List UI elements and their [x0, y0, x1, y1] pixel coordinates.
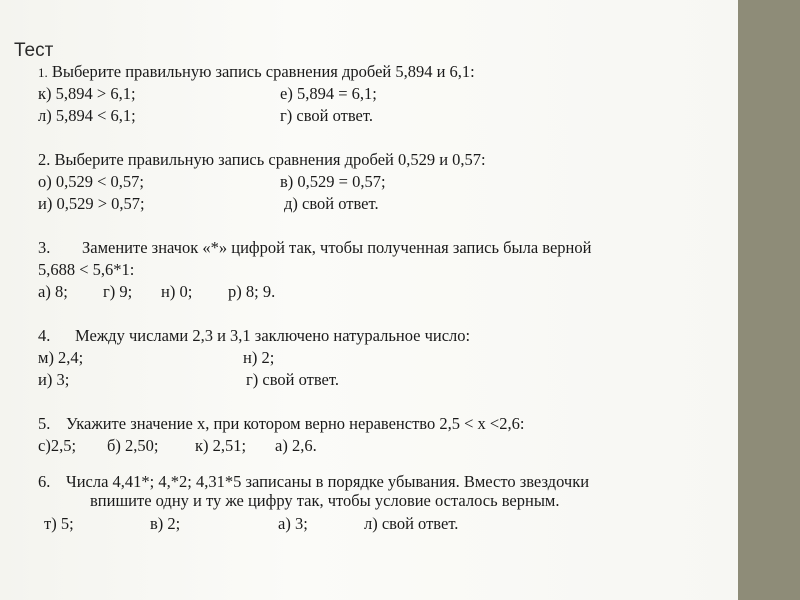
- question-2-text: 2. Выберите правильную запись сравнения дробей 0,529 и 0,57:: [38, 150, 486, 169]
- option-n-q4: н) 2;: [243, 348, 275, 367]
- question-5-number: 5.: [38, 414, 51, 433]
- option-r-q3: р) 8; 9.: [228, 282, 276, 301]
- page-title: Тест: [14, 40, 54, 61]
- option-k-q5: к) 2,51;: [195, 436, 247, 455]
- question-3-expression: 5,688 < 5,6*1:: [38, 260, 135, 279]
- option-a-q6: а) 3;: [278, 514, 308, 533]
- option-a-q3: а) 8;: [38, 282, 68, 301]
- option-t-q6: т) 5;: [44, 514, 74, 533]
- option-b-q5: б) 2,50;: [107, 436, 159, 455]
- question-1-text: Выберите правильную запись сравнения дробей 5,894 и 6,1:: [51, 62, 475, 81]
- option-i-q4: и) 3;: [38, 370, 70, 389]
- option-m-q4: м) 2,4;: [38, 348, 84, 367]
- question-6-number: 6.: [38, 472, 51, 491]
- option-i-q2: и) 0,529 > 0,57;: [38, 194, 145, 213]
- option-s-q5: с)2,5;: [38, 436, 77, 455]
- question-4-text: Между числами 2,3 и 3,1 заключено натуральное число:: [75, 326, 471, 345]
- question-6-text-continued: впишите одну и ту же цифру так, чтобы условие осталось верным.: [90, 491, 560, 510]
- option-l-q1: л) 5,894 < 6,1;: [38, 106, 136, 125]
- option-a-q5: а) 2,6.: [275, 436, 317, 455]
- option-e-q1: е) 5,894 = 6,1;: [280, 84, 377, 103]
- option-n-q3: н) 0;: [161, 282, 193, 301]
- question-3-number: 3.: [38, 238, 51, 257]
- question-1: [38, 62, 475, 83]
- option-l-q6: л) свой ответ.: [364, 514, 459, 533]
- option-g-q1: г) свой ответ.: [280, 106, 373, 125]
- option-g-q3: г) 9;: [103, 282, 133, 301]
- option-v-q2: в) 0,529 = 0,57;: [280, 172, 386, 191]
- option-d-q2: д) свой ответ.: [284, 194, 379, 213]
- option-v-q6: в) 2;: [150, 514, 181, 533]
- option-k-q1: к) 5,894 > 6,1;: [38, 84, 136, 103]
- question-5-text: Укажите значение x, при котором верно неравенство 2,5 < x <2,6:: [66, 414, 525, 433]
- question-1-number: 1.: [38, 65, 48, 80]
- option-g-q4: г) свой ответ.: [246, 370, 339, 389]
- question-6-text: Числа 4,41*; 4,*2; 4,31*5 записаны в порядке убывания. Вместо звездочки: [66, 472, 590, 491]
- question-4-number: 4.: [38, 326, 51, 345]
- decorative-side-bar: [738, 0, 800, 600]
- option-o-q2: о) 0,529 < 0,57;: [38, 172, 145, 191]
- question-3-text: Замените значок «*» цифрой так, чтобы полученная запись была верной: [82, 238, 592, 257]
